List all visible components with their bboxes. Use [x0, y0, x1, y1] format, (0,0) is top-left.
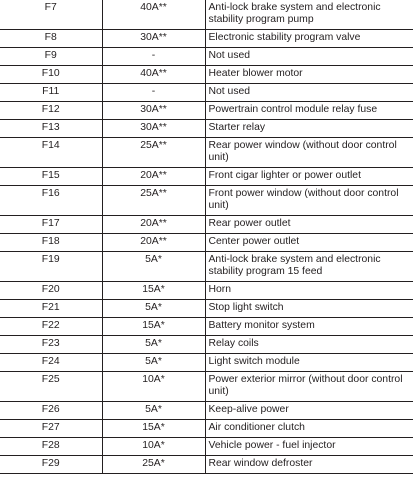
- fuse-amp-rating-cell: -: [102, 84, 205, 102]
- fuse-amp-rating-cell: 30A**: [102, 102, 205, 120]
- fuse-amp-rating-cell: 40A**: [102, 0, 205, 30]
- table-row: [0, 120, 413, 138]
- fuse-position-cell: F27: [0, 420, 102, 438]
- table-row: [0, 456, 413, 474]
- fuse-position-cell: F12: [0, 102, 102, 120]
- protected-circuit-cell: Light switch module: [205, 354, 413, 372]
- fuse-amp-rating-cell: 5A*: [102, 300, 205, 318]
- table-row: [0, 216, 413, 234]
- protected-circuit-cell: Stop light switch: [205, 300, 413, 318]
- fuse-amp-rating-cell: 10A*: [102, 372, 205, 402]
- protected-circuit-cell: Front cigar lighter or power outlet: [205, 168, 413, 186]
- protected-circuit-cell: Not used: [205, 84, 413, 102]
- table-row: [0, 252, 413, 282]
- table-row: [0, 84, 413, 102]
- protected-circuit-cell: Heater blower motor: [205, 66, 413, 84]
- fuse-amp-rating-cell: 5A*: [102, 354, 205, 372]
- protected-circuit-cell: Anti-lock brake system and electronic stability program 15 feed: [205, 252, 413, 282]
- fuse-position-cell: F24: [0, 354, 102, 372]
- table-row: [0, 102, 413, 120]
- fuse-position-cell: F13: [0, 120, 102, 138]
- fuse-position-cell: F10: [0, 66, 102, 84]
- table-row: [0, 354, 413, 372]
- table-row: [0, 300, 413, 318]
- protected-circuit-cell: Horn: [205, 282, 413, 300]
- protected-circuit-cell: Battery monitor system: [205, 318, 413, 336]
- protected-circuit-cell: Keep-alive power: [205, 402, 413, 420]
- fuse-position-cell: F21: [0, 300, 102, 318]
- protected-circuit-cell: Rear power outlet: [205, 216, 413, 234]
- protected-circuit-cell: Vehicle power - fuel injector: [205, 438, 413, 456]
- protected-circuit-cell: Rear window defroster: [205, 456, 413, 474]
- fuse-position-cell: F25: [0, 372, 102, 402]
- fuse-amp-rating-cell: 5A*: [102, 252, 205, 282]
- fuse-position-cell: F22: [0, 318, 102, 336]
- fuse-amp-rating-cell: 30A**: [102, 30, 205, 48]
- table-row: [0, 402, 413, 420]
- protected-circuit-cell: Air conditioner clutch: [205, 420, 413, 438]
- protected-circuit-cell: Power exterior mirror (without door control unit): [205, 372, 413, 402]
- table-row: [0, 66, 413, 84]
- table-row: [0, 318, 413, 336]
- fuse-amp-rating-cell: 25A**: [102, 138, 205, 168]
- fuse-position-cell: F16: [0, 186, 102, 216]
- protected-circuit-cell: Electronic stability program valve: [205, 30, 413, 48]
- fuse-amp-rating-cell: 5A*: [102, 336, 205, 354]
- protected-circuit-cell: Center power outlet: [205, 234, 413, 252]
- table-row: [0, 438, 413, 456]
- protected-circuit-cell: Starter relay: [205, 120, 413, 138]
- protected-circuit-cell: Anti-lock brake system and electronic stability program pump: [208, 2, 381, 25]
- fuse-amp-rating-cell: 20A**: [102, 168, 205, 186]
- protected-circuit-cell: Not used: [205, 48, 413, 66]
- table-row: [0, 282, 413, 300]
- fuse-position-cell: F11: [0, 84, 102, 102]
- fuse-amp-rating-cell: 5A*: [102, 402, 205, 420]
- fuse-position-cell: F14: [0, 138, 102, 168]
- protected-circuit-cell: Relay coils: [205, 336, 413, 354]
- table-row: [0, 168, 413, 186]
- fuse-position-cell: F26: [0, 402, 102, 420]
- fuse-amp-rating-cell: 15A*: [102, 282, 205, 300]
- protected-circuit-cell: Front power window (without door control unit): [205, 186, 413, 216]
- fuse-amp-rating-cell: 40A**: [102, 66, 205, 84]
- fuse-position-cell: F23: [0, 336, 102, 354]
- table-row: [0, 0, 413, 30]
- fuse-position-cell: F15: [0, 168, 102, 186]
- fuse-amp-rating-cell: 15A*: [102, 420, 205, 438]
- table-row: [0, 420, 413, 438]
- fuse-position-cell: F28: [0, 438, 102, 456]
- fuse-position-cell: F9: [0, 48, 102, 66]
- fuse-amp-rating-cell: 20A**: [102, 216, 205, 234]
- protected-circuit-cell: Powertrain control module relay fuse: [205, 102, 413, 120]
- table-row: [0, 234, 413, 252]
- fuse-position-cell: F29: [0, 456, 102, 474]
- fuse-position-cell: F17: [0, 216, 102, 234]
- fuse-amp-rating-cell: 25A**: [102, 186, 205, 216]
- table-row: [0, 138, 413, 168]
- fuse-amp-rating-cell: 15A*: [102, 318, 205, 336]
- table-row: [0, 372, 413, 402]
- fuse-position-cell: F18: [0, 234, 102, 252]
- fuse-position-cell: F20: [0, 282, 102, 300]
- fuse-position-cell: F19: [0, 252, 102, 282]
- fuse-amp-rating-cell: 20A**: [102, 234, 205, 252]
- fuse-amp-rating-cell: -: [102, 48, 205, 66]
- table-row: [0, 336, 413, 354]
- fuse-amp-rating-cell: 10A*: [102, 438, 205, 456]
- table-row: [0, 186, 413, 216]
- fuse-amp-rating-cell: 30A**: [102, 120, 205, 138]
- fuse-position-cell: F8: [0, 30, 102, 48]
- table-row: [0, 30, 413, 48]
- fuse-amp-rating-cell: 25A*: [102, 456, 205, 474]
- table-row: [0, 48, 413, 66]
- fuse-position-cell: F7: [0, 0, 102, 30]
- protected-circuit-cell: Rear power window (without door control unit): [205, 138, 413, 168]
